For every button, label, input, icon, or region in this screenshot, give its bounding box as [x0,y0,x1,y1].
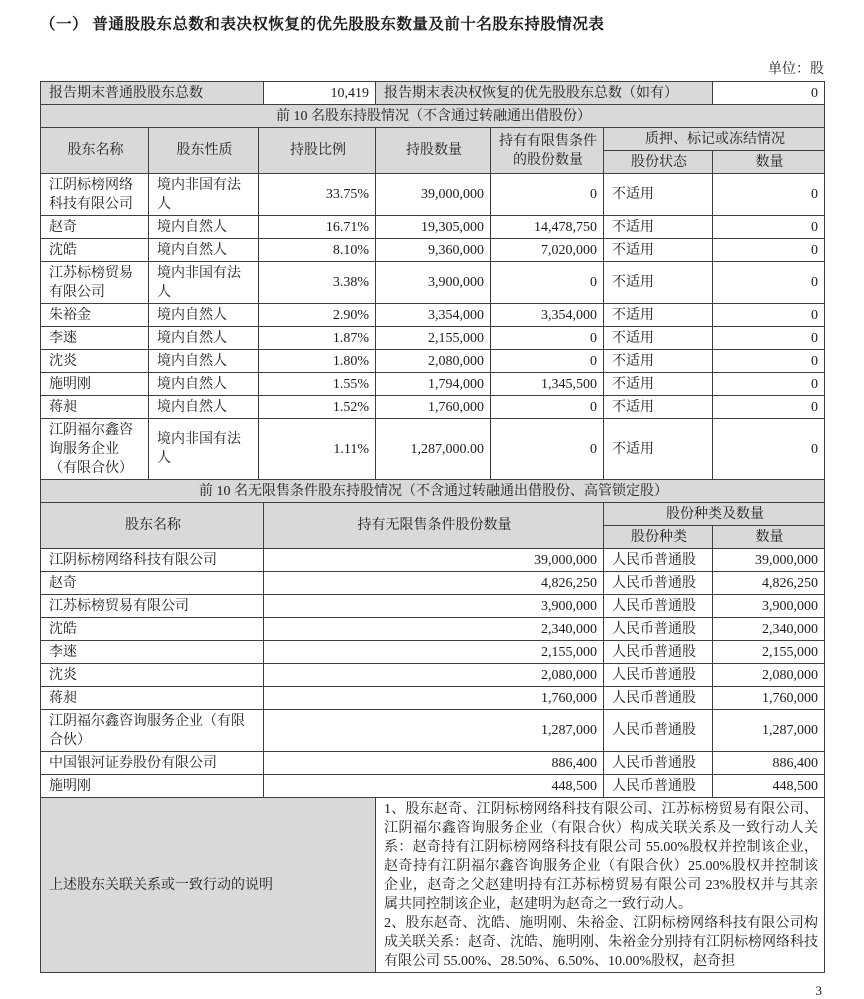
pledge-status: 不适用 [604,262,713,304]
table-row [41,239,825,262]
table-row [41,419,825,480]
share-amount: 3,900,000 [713,595,825,618]
table-row [41,216,825,239]
unrestricted-share-quantity: 1,287,000 [264,710,604,752]
pledge-status: 不适用 [604,350,713,373]
restricted-share-quantity: 1,345,500 [491,373,604,396]
shareholder-nature: 境内自然人 [149,350,259,373]
pledge-quantity: 0 [713,373,825,396]
shareholder-name: 李逨 [41,327,149,350]
col-header-holding-quantity: 持股数量 [376,128,491,174]
top10-header-row [41,128,825,151]
share-type: 人民币普通股 [604,687,713,710]
summary-row [41,82,825,105]
shareholder-name: 赵奇 [41,216,149,239]
shareholder-nature: 境内非国有法人 [149,174,259,216]
restricted-share-quantity: 3,354,000 [491,304,604,327]
holding-quantity: 9,360,000 [376,239,491,262]
shareholder-name: 中国银河证券股份有限公司 [41,752,264,775]
pledge-status: 不适用 [604,419,713,480]
shareholder-name: 李逨 [41,641,264,664]
shareholder-name: 江阴福尔鑫咨询服务企业（有限合伙） [41,710,264,752]
share-amount: 2,080,000 [713,664,825,687]
holding-ratio: 1.87% [259,327,376,350]
pledge-quantity: 0 [713,350,825,373]
pledge-quantity: 0 [713,262,825,304]
table-row [41,549,825,572]
table-row [41,664,825,687]
restricted-share-quantity: 7,020,000 [491,239,604,262]
pledge-quantity: 0 [713,216,825,239]
pledge-quantity: 0 [713,174,825,216]
pledge-quantity: 0 [713,304,825,327]
page-title: （一） 普通股股东总数和表决权恢复的优先股股东数量及前十名股东持股情况表 [40,16,605,33]
share-type: 人民币普通股 [604,595,713,618]
table-row [41,572,825,595]
unit-label: 单位：股 [768,62,824,77]
top10-section-title: 前 10 名股东持股情况（不含通过转融通出借股份） [41,105,825,128]
restricted-share-quantity: 0 [491,174,604,216]
col-header-shareholder-name: 股东名称 [41,128,149,174]
share-amount: 448,500 [713,775,825,798]
share-amount: 1,760,000 [713,687,825,710]
share-amount: 39,000,000 [713,549,825,572]
col-header-share-amount: 数量 [713,526,825,549]
holding-quantity: 1,287,000.00 [376,419,491,480]
holding-ratio: 1.55% [259,373,376,396]
pledge-status: 不适用 [604,373,713,396]
shareholder-name: 沈皓 [41,618,264,641]
restricted-share-quantity: 0 [491,350,604,373]
share-type: 人民币普通股 [604,549,713,572]
table-row [41,710,825,752]
shareholder-name: 施明刚 [41,373,149,396]
holding-ratio: 33.75% [259,174,376,216]
shareholder-nature: 境内非国有法人 [149,262,259,304]
top10-table-body [41,174,825,480]
share-type: 人民币普通股 [604,752,713,775]
shareholder-nature: 境内自然人 [149,216,259,239]
shareholder-name: 沈炎 [41,664,264,687]
shareholder-name: 江苏标榜贸易有限公司 [41,595,264,618]
preferred-shareholders-value: 0 [713,82,825,105]
unrestricted-shareholders-table [40,479,825,798]
unrestricted-share-quantity: 3,900,000 [264,595,604,618]
relationship-note-text [376,798,825,973]
share-type: 人民币普通股 [604,775,713,798]
share-type: 人民币普通股 [604,618,713,641]
col-header-restricted-shares: 持有有限售条件的股份数量 [491,128,604,174]
shareholder-name: 沈炎 [41,350,149,373]
table-row [41,595,825,618]
pledge-quantity: 0 [713,396,825,419]
col-header-share-type-group: 股份种类及数量 [604,503,825,526]
col-header-unrestricted-name: 股东名称 [41,503,264,549]
unrestricted-share-quantity: 1,760,000 [264,687,604,710]
shareholder-name: 蒋昶 [41,396,149,419]
table-row [41,687,825,710]
share-amount: 4,826,250 [713,572,825,595]
shareholder-name: 江阴标榜网络科技有限公司 [41,549,264,572]
col-header-shareholder-nature: 股东性质 [149,128,259,174]
note-paragraph: 1、股东赵奇、江阴标榜网络科技有限公司、江苏标榜贸易有限公司、江阴福尔鑫咨询服务企业（有限合伙）构成关联关系及一致行动人关系：赵奇持有江阴标榜网络科技有限公司 55.00%股权并控制该企业，赵奇持有江阴福尔鑫咨询服务企业（有限合伙）25.00%股权并控制该企业，赵奇之父赵建明持有江苏标榜贸易有限公司 23%股权并与其亲属共同控制该企业，赵建明为赵奇之一致行动人。 [384,801,818,912]
relationship-note-row [41,798,825,973]
top10-shareholders-table [40,104,825,480]
pledge-status: 不适用 [604,327,713,350]
restricted-share-quantity: 14,478,750 [491,216,604,239]
pledge-status: 不适用 [604,174,713,216]
pledge-status: 不适用 [604,396,713,419]
unrestricted-share-quantity: 2,155,000 [264,641,604,664]
shareholder-summary-table [40,81,825,105]
holding-ratio: 8.10% [259,239,376,262]
unrestricted-header-row [41,503,825,526]
holding-ratio: 3.38% [259,262,376,304]
col-header-share-type: 股份种类 [604,526,713,549]
holding-ratio: 1.80% [259,350,376,373]
table-row [41,174,825,216]
table-row [41,373,825,396]
unrestricted-share-quantity: 39,000,000 [264,549,604,572]
col-header-holding-ratio: 持股比例 [259,128,376,174]
unrestricted-share-quantity: 886,400 [264,752,604,775]
restricted-share-quantity: 0 [491,327,604,350]
share-type: 人民币普通股 [604,710,713,752]
table-row [41,304,825,327]
holding-quantity: 3,900,000 [376,262,491,304]
pledge-status: 不适用 [604,304,713,327]
table-row [41,752,825,775]
share-amount: 2,155,000 [713,641,825,664]
share-amount: 2,340,000 [713,618,825,641]
common-shareholders-value: 10,419 [264,82,376,105]
restricted-share-quantity: 0 [491,396,604,419]
shareholder-name: 江苏标榜贸易有限公司 [41,262,149,304]
pledge-quantity: 0 [713,327,825,350]
table-row [41,775,825,798]
unrestricted-table-body [41,549,825,798]
shareholder-name: 沈皓 [41,239,149,262]
holding-ratio: 1.52% [259,396,376,419]
shareholder-name: 江阴福尔鑫咨询服务企业（有限合伙） [41,419,149,480]
holding-quantity: 39,000,000 [376,174,491,216]
holding-ratio: 16.71% [259,216,376,239]
pledge-status: 不适用 [604,239,713,262]
pledge-quantity: 0 [713,239,825,262]
table-row [41,327,825,350]
unrestricted-share-quantity: 448,500 [264,775,604,798]
table-row [41,641,825,664]
restricted-share-quantity: 0 [491,262,604,304]
relationship-note-table [40,797,825,973]
col-header-pledge-quantity: 数量 [713,151,825,174]
col-header-pledge-status: 股份状态 [604,151,713,174]
shareholder-nature: 境内自然人 [149,396,259,419]
pledge-quantity: 0 [713,419,825,480]
holding-quantity: 3,354,000 [376,304,491,327]
shareholder-name: 施明刚 [41,775,264,798]
holding-quantity: 19,305,000 [376,216,491,239]
note-paragraph: 2、股东赵奇、沈皓、施明刚、朱裕金、江阴标榜网络科技有限公司构成关联关系：赵奇、沈皓、施明刚、朱裕金分别持有江阴标榜网络科技有限公司 55.00%、28.50%、6.50%、10.00%股权，赵奇担 [384,915,818,969]
pledge-status: 不适用 [604,216,713,239]
shareholder-name: 赵奇 [41,572,264,595]
unrestricted-share-quantity: 2,340,000 [264,618,604,641]
shareholder-nature: 境内非国有法人 [149,419,259,480]
shareholder-nature: 境内自然人 [149,239,259,262]
share-amount: 1,287,000 [713,710,825,752]
holding-ratio: 2.90% [259,304,376,327]
shareholder-name: 蒋昶 [41,687,264,710]
col-header-unrestricted-quantity: 持有无限售条件股份数量 [264,503,604,549]
holding-quantity: 2,155,000 [376,327,491,350]
page-number: 3 [815,983,822,998]
shareholder-nature: 境内自然人 [149,373,259,396]
unrestricted-share-quantity: 4,826,250 [264,572,604,595]
share-amount: 886,400 [713,752,825,775]
unrestricted-section-title: 前 10 名无限售条件股东持股情况（不含通过转融通出借股份、高管锁定股） [41,480,825,503]
preferred-shareholders-label: 报告期末表决权恢复的优先股股东总数（如有） [376,82,713,105]
table-row [41,618,825,641]
share-type: 人民币普通股 [604,572,713,595]
unrestricted-share-quantity: 2,080,000 [264,664,604,687]
holding-quantity: 1,760,000 [376,396,491,419]
holding-quantity: 1,794,000 [376,373,491,396]
col-header-pledge-group: 质押、标记或冻结情况 [604,128,825,151]
relationship-note-label: 上述股东关联关系或一致行动的说明 [41,798,376,973]
holding-quantity: 2,080,000 [376,350,491,373]
table-row [41,350,825,373]
holding-ratio: 1.11% [259,419,376,480]
table-row [41,262,825,304]
shareholder-nature: 境内自然人 [149,304,259,327]
common-shareholders-label: 报告期末普通股股东总数 [41,82,264,105]
share-type: 人民币普通股 [604,664,713,687]
unrestricted-section-title-row [41,480,825,503]
share-type: 人民币普通股 [604,641,713,664]
shareholder-name: 江阴标榜网络科技有限公司 [41,174,149,216]
shareholder-name: 朱裕金 [41,304,149,327]
restricted-share-quantity: 0 [491,419,604,480]
shareholder-nature: 境内自然人 [149,327,259,350]
top10-section-title-row [41,105,825,128]
table-row [41,396,825,419]
